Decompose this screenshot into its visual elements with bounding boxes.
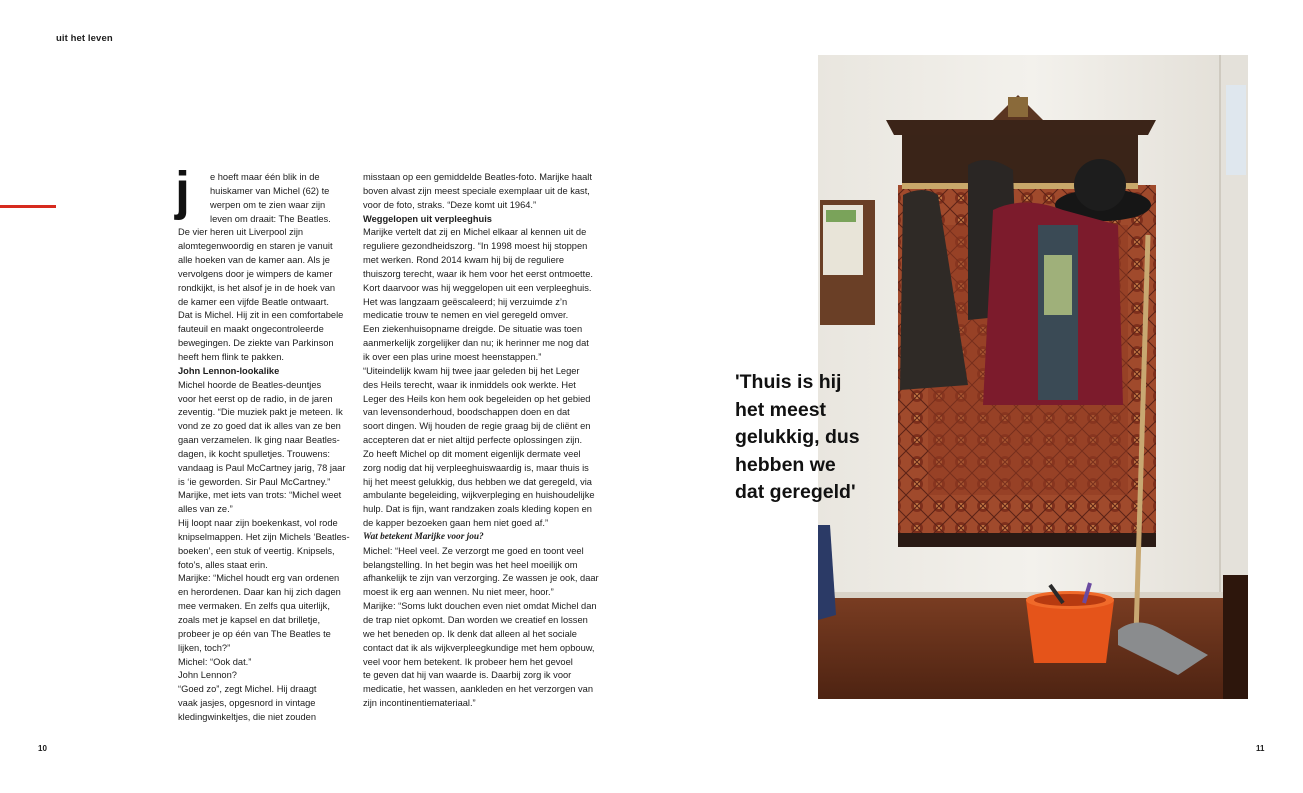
text-line: aanmerkelijk zorgelijker dan nu; ik herinner me nog dat	[363, 338, 589, 349]
pull-quote-line: dat geregeld'	[735, 481, 856, 503]
text-line: de trap niet opkomt. Dan worden we creatief en lossen	[363, 615, 588, 625]
text-line: Een ziekenhuisopname dreigde. De situatie was toen	[363, 324, 583, 335]
text-line: Leger des Heils kon hem ook begeleiden op het gebied	[363, 393, 591, 404]
text-line: Marijke vertelt dat zij en Michel elkaar al kennen uit de	[363, 227, 587, 238]
text-line: John Lennon?	[178, 670, 237, 681]
pull-quote	[735, 369, 885, 507]
text-line: alomtegenwoordig en staren je vanuit	[178, 241, 333, 252]
text-line: is ‘ie geworden. Sir Paul McCartney.”	[178, 476, 331, 487]
text-line: we het beneden op. Ik denk dat alleen al het sociale	[363, 628, 577, 639]
text-line: zeventig. “Die muziek pakt je meteen. Ik	[178, 407, 343, 418]
text-line: boeken’, een stuk of veertig. Knipsels,	[178, 545, 335, 556]
text-line: Dat is Michel. Hij zit in een comfortabele	[178, 310, 344, 321]
text-line: fauteuil en maakt ongecontroleerde	[178, 324, 324, 335]
text-line: met werken. Rond 2014 kwam hij bij de reguliere	[363, 255, 565, 266]
text-line: en herordenen. Daar kan hij zich dagen	[178, 587, 341, 598]
text-line: misstaan op een gemiddelde Beatles-foto. Marijke haalt	[363, 172, 592, 182]
text-line: boven alvast zijn meest speciale exemplaar uit de kast,	[363, 185, 590, 196]
text-line: “Goed zo”, zegt Michel. Hij draagt	[178, 684, 317, 695]
text-line: medicatie trouw te nemen en viel geregeld omver.	[363, 310, 569, 321]
text-line: de kapper bezoeken gaan hem niet goed af.”	[363, 518, 549, 529]
text-line: vond ze zo goed dat ik alles van ze ben	[178, 421, 341, 432]
text-line: des Heils terecht, waar ik inmiddels ook werkte. Het	[363, 379, 576, 390]
text-line: “Uiteindelijk kwam hij twee jaar geleden bij het Leger	[363, 365, 580, 376]
text-line: contact dat ik als wijkverpleegkundige met hem opbouw,	[363, 642, 595, 653]
text-line: bewegingen. De ziekte van Parkinson	[178, 338, 334, 349]
article-column-1	[175, 161, 362, 725]
text-line: De vier heren uit Liverpool zijn	[178, 227, 304, 238]
text-line: rondkijkt, is het alsof je in de hoek van	[178, 282, 336, 293]
text-line: Het was langzaam geëscaleerd; hij verzuimde z’n	[363, 296, 568, 307]
text-line: voor de foto, straks. “Deze komt uit 1964.”	[363, 199, 537, 210]
text-line: knipselmappen. Het zijn Michels ‘Beatles-	[178, 531, 350, 542]
text-line: probeer je op één van The Beatles te	[178, 628, 331, 639]
subheading: John Lennon-lookalike	[178, 365, 280, 376]
intro-paragraph	[175, 161, 362, 226]
text-line: thuiszorg terecht, waar ik hem voor het eerst ontmoette.	[363, 268, 593, 279]
page-number-left: 10	[38, 744, 47, 753]
text-line: alles van ze.”	[178, 504, 233, 515]
text-line: moest ik erg aan wennen. Nu niet meer, hoor.”	[363, 587, 554, 598]
text-line: e hoeft maar één blik in de	[210, 172, 320, 182]
text-line: foto’s, alles staat erin.	[178, 559, 268, 570]
text-line: heeft hem flink te pakken.	[178, 351, 284, 362]
page-number-right: 11	[1256, 744, 1265, 753]
text-line: hulp. Dat is fijn, want randzaken zoals kleding kopen en	[363, 504, 592, 515]
paragraph-block	[363, 171, 599, 213]
text-line: huiskamer van Michel (62) te	[210, 185, 330, 196]
text-line: zorg nodig dat hij verpleeghuiswaardig is, maar thuis is	[363, 462, 589, 473]
text-line: afhankelijk te zijn van verzorging. Ze wassen je ook, daar	[363, 573, 599, 584]
drop-cap: j	[175, 161, 191, 221]
text-line: dagen, ik kocht spulletjes. Trouwens:	[178, 448, 330, 459]
text-line: vaak jasjes, opgesnord in vintage	[178, 698, 316, 709]
text-line: Kort daarvoor was hij weggelopen uit een verpleeghuis.	[363, 282, 592, 293]
text-line: medicatie, het wassen, aankleden en het verzorgen van	[363, 684, 593, 695]
section-label: uit het leven	[56, 33, 113, 44]
text-line: Zo heeft Michel op dit moment eigenlijk dermate veel	[363, 448, 581, 459]
text-line: hij het meest gelukkig, dus hebben we dat geregeld, via	[363, 476, 592, 487]
text-line: vandaag is Paul McCartney jarig, 78 jaar	[178, 462, 346, 473]
text-line: Michel: “Heel veel. Ze verzorgt me goed en toont veel	[363, 545, 584, 556]
pull-quote-line: gelukkig, dus	[735, 426, 860, 448]
text-line: zoals met je kapsel en dat brilletje,	[178, 615, 321, 625]
article-column-2	[363, 171, 599, 711]
text-line: zijn incontinentiemateriaal.”	[363, 698, 476, 709]
accent-rule	[0, 205, 56, 208]
pull-quote-line: het meest	[735, 398, 827, 421]
text-line: Marijke: “Michel houdt erg van ordenen	[178, 573, 340, 584]
text-line: accepteren dat er niet altijd perfecte oplossingen zijn.	[363, 435, 583, 446]
text-line: Michel: “Ook dat.”	[178, 656, 252, 667]
text-line: ik over een plas urine moest heenstappen.”	[363, 351, 542, 362]
text-line: werpen om te zien waar zijn	[210, 199, 326, 210]
text-line: Hij loopt naar zijn boekenkast, vol rode	[178, 518, 338, 529]
text-line: Marijke: “Soms lukt douchen even niet omdat Michel dan	[363, 601, 597, 612]
text-line: ambulante begeleiding, wijkverpleging en huishoudelijke	[363, 490, 595, 501]
text-line: mee vermaken. En zelfs qua uiterlijk,	[178, 601, 330, 612]
text-line: voor het eerst op de radio, in de jaren	[178, 393, 333, 404]
subheading-question: Wat betekent Marijke voor jou?	[363, 531, 484, 542]
text-line: Michel hoorde de Beatles-deuntjes	[178, 379, 322, 390]
text-line: gaan verzamelen. Ik ging naar Beatles-	[178, 435, 340, 446]
text-line: te geven dat hij van waarde is. Daarbij zorg ik voor	[363, 670, 572, 681]
text-line: lijken, toch?”	[178, 642, 231, 653]
text-line: kledingwinkeltjes, die niet zouden	[178, 711, 316, 722]
text-line: belangstelling. In het begin was het heel moeilijk om	[363, 559, 578, 570]
text-line: vervolgens door je wimpers de kamer	[178, 268, 333, 279]
pull-quote-line: hebben we	[735, 453, 836, 476]
text-line: Marijke, met iets van trots: “Michel weet	[178, 490, 342, 501]
text-line: leven om draait: The Beatles.	[210, 213, 331, 224]
text-line: de kamer een vijfde Beatle ontwaart.	[178, 296, 329, 307]
text-line: reguliere gezondheidszorg. “In 1998 moest hij stoppen	[363, 241, 588, 252]
text-line: veel voor hem betekent. Ik probeer hem het gevoel	[363, 656, 573, 667]
subheading: Weggelopen uit verpleeghuis	[363, 213, 492, 224]
text-line: soort dingen. Wij houden de regie graag bij de cliënt en	[363, 421, 591, 432]
pull-quote-line: 'Thuis is hij	[735, 371, 842, 393]
paragraph-block	[178, 379, 362, 725]
text-line: van levensonderhoud, boodschappen doen en dat	[363, 407, 570, 418]
text-line: alle hoeken van de kamer aan. Als je	[178, 255, 330, 266]
paragraph-block	[363, 545, 599, 711]
paragraph-block	[363, 226, 599, 531]
paragraph-block	[178, 226, 362, 364]
